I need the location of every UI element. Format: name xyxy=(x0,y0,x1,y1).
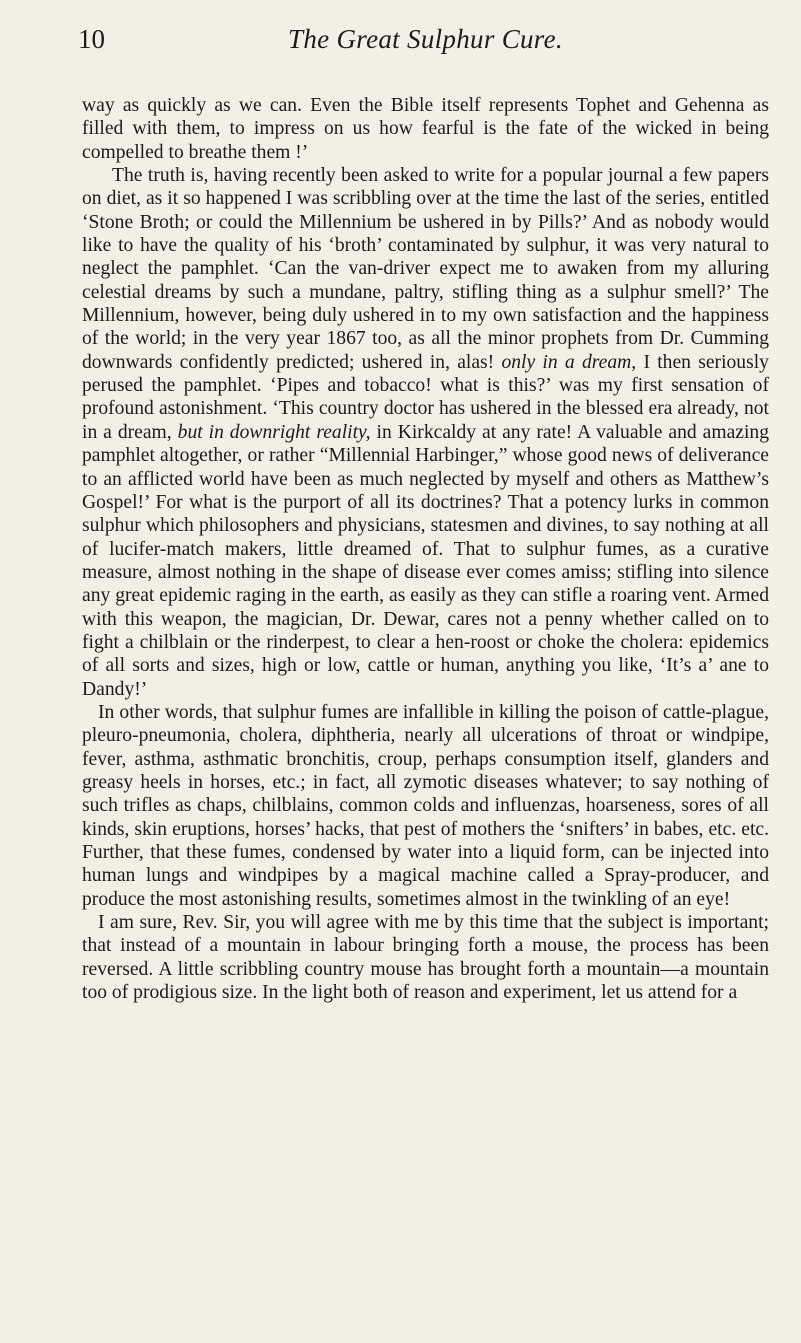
paragraph-text: I am sure, Rev. Sir, you will agree with me by this time that the subject is important; that instead of a mountain in labour bringing forth a mouse, the process has been reversed. A little scribbling country mouse has brought forth a mountain—a mountain too of prodigious size. In the light both of reason and experiment, let us attend for a xyxy=(82,912,769,1004)
body-text xyxy=(82,94,769,1004)
paragraph-4 xyxy=(82,911,769,1004)
running-title: The Great Sulphur Cure. xyxy=(288,24,563,54)
page-number: 10 xyxy=(78,24,105,54)
paragraph-text: I then seriously perused the pamphlet. ‘Pipes and tobacco! what is this?’ was my first sensation of profound astonishment. ‘This country doctor has ushered in the blessed era already, not in a dream, xyxy=(82,351,769,443)
paragraph-text: In other words, that sulphur fumes are infallible in killing the poison of cattle-plague, pleuro-pneumonia, cholera, diphtheria, nearly all ulcerations of throat or windpipe, fever, asthma, asthmatic bronchitis, croup, perhaps consumption itself, glanders and greasy heels in horses, etc.; in fact, all zymotic diseases whatever; to say nothing of such trifles as chaps, chilblains, common colds and influenzas, hoarseness, sores of all kinds, skin eruptions, horses’ hacks, that pest of mothers the ‘snifters’ in babes, etc. etc. Further, that these fumes, condensed by water into a liquid form, can be injected into human lungs and windpipes by a magical machine called a Spray-producer, and produce the most astonishing results, sometimes almost in the twinkling of an eye! xyxy=(82,701,769,910)
paragraph-text: way as quickly as we can. Even the Bible itself represents Tophet and Gehenna as filled with them, to impress on us how fearful is the fate of the wicked in being compelled to breathe them !’ xyxy=(82,95,769,163)
paragraph-text: The truth is, having recently been asked to write for a popular journal a few papers on diet, as it so happened I was scribbling over at the time the last of the series, entitled ‘Stone Broth; or could the Millennium be ushered in by Pills?’ And as nobody would like to have the quality of his ‘broth’ contaminated by sulphur, it was very natural to neglect the pamphlet. ‘Can the van-driver expect me to awaken from my alluring celestial dreams by such a mundane, paltry, stifling thing as a sulphur smell?’ The Millennium, however, being duly ushered in to my own satisfaction and the happiness of the world; in the very year 1867 too, as all the minor prophets from Dr. Cumming downwards confidently predicted; ushered in, alas! xyxy=(82,165,769,373)
paragraph-1 xyxy=(82,94,769,164)
paragraph-text: in Kirkcaldy at any rate! A valuable and amazing pamphlet altogether, or rather “Millennial Harbinger,” whose good news of deliverance to an afflicted world have been as much neglected by myself and others as Matthew’s Gospel!’ For what is the purport of all its doctrines? That a potency lurks in common sulphur which philosophers and physicians, statesmen and divines, to say nothing at all of lucifer-match makers, little dreamed of. That to sulphur fumes, as a curative measure, almost nothing in the shape of disease ever comes amiss; stifling into silence any great epidemic raging in the earth, as easily as they can stifle a roaring vent. Armed with this weapon, the magician, Dr. Dewar, cares not a penny whether called on to fight a chilblain or the rinderpest, to clear a hen-roost or choke the cholera: epidemics of all sorts and sizes, high or low, cattle or human, anything you like, ‘It’s a’ ane to Dandy!’ xyxy=(82,421,769,700)
running-head xyxy=(78,24,769,64)
italic-phrase: only in a dream, xyxy=(501,351,637,373)
paragraph-2 xyxy=(82,164,769,701)
italic-phrase: but in downright reality, xyxy=(177,421,371,443)
paragraph-3 xyxy=(82,701,769,911)
